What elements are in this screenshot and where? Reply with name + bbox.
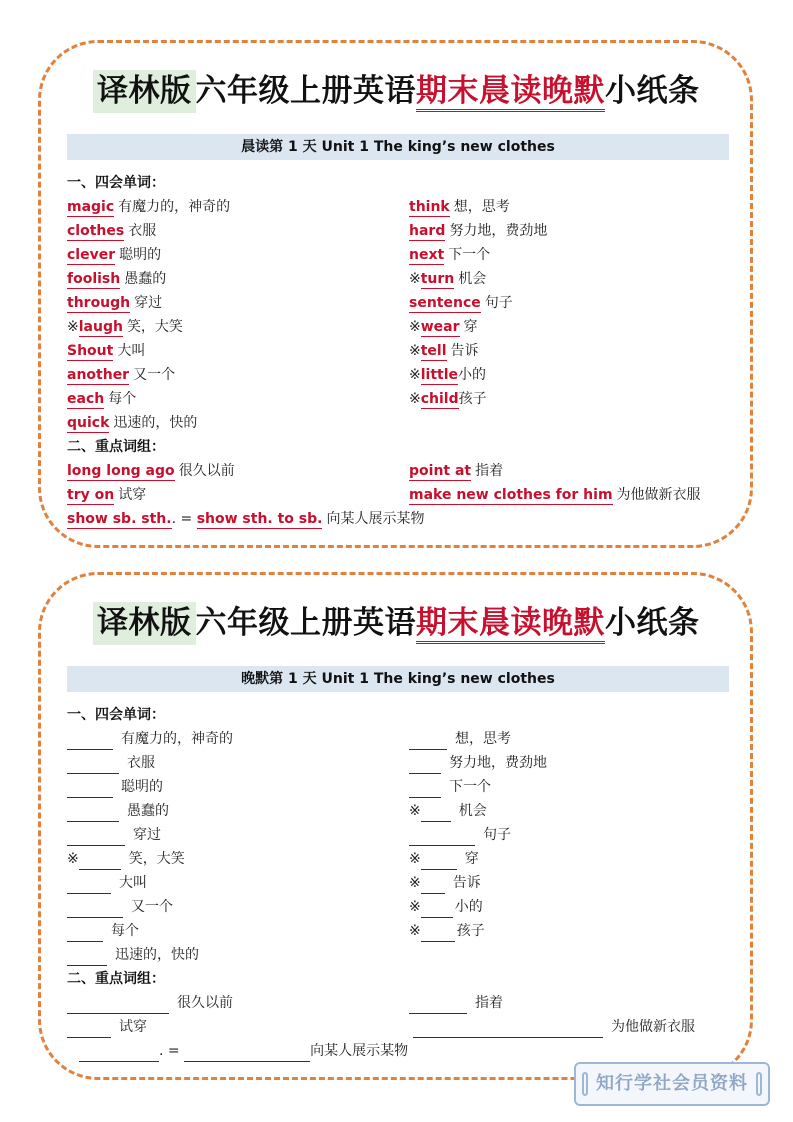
evening-card (38, 572, 753, 1080)
list-item: ※ 笑，大笑 (67, 848, 185, 870)
list-item: foolish 愚蠢的 (67, 271, 167, 287)
list-item: 迅速的，快的 (67, 944, 199, 966)
answer-blank[interactable] (67, 901, 123, 918)
answer-blank[interactable] (421, 901, 453, 918)
watermark-text: 知行学社会员资料 (596, 1073, 748, 1094)
list-item: hard 努力地，费劲地 (409, 223, 548, 239)
answer-blank[interactable] (421, 853, 457, 870)
title-highlight: 译林版 (93, 70, 196, 113)
answer-blank[interactable] (421, 877, 445, 894)
answer-blank[interactable] (67, 757, 119, 774)
phrase-item: 指着 (409, 992, 503, 1014)
list-item: Shout 大叫 (67, 343, 146, 359)
list-item: ※ 机会 (409, 800, 487, 822)
list-item: 有魔力的，神奇的 (67, 728, 233, 750)
answer-blank[interactable] (79, 1045, 159, 1062)
stamp-right-bracket (756, 1072, 762, 1096)
answer-blank[interactable] (67, 781, 113, 798)
list-item: 每个 (67, 920, 139, 942)
answer-blank[interactable] (67, 829, 125, 846)
stamp-left-bracket (582, 1072, 588, 1096)
list-item: 愚蠢的 (67, 800, 169, 822)
morning-banner: 晨读第 1 天 Unit 1 The king’s new clothes (67, 134, 729, 160)
morning-section2-heading: 二、重点词组： (67, 439, 165, 455)
title-part2: 小纸条 (605, 73, 700, 109)
list-item: 又一个 (67, 896, 173, 918)
answer-blank[interactable] (409, 757, 441, 774)
list-item: ※turn 机会 (409, 271, 487, 287)
list-item: ※ 穿 (409, 848, 479, 870)
list-item: 下一个 (409, 776, 491, 798)
list-item: 句子 (409, 824, 511, 846)
list-item: quick 迅速的，快的 (67, 415, 198, 431)
answer-blank[interactable] (409, 829, 475, 846)
title-part1: 六年级上册英语 (195, 73, 416, 109)
answer-blank[interactable] (421, 925, 455, 942)
phrase-item: 很久以前 (67, 992, 233, 1014)
phrase-item: try on 试穿 (67, 487, 147, 503)
answer-blank[interactable] (409, 781, 441, 798)
title-highlight: 译林版 (93, 602, 196, 645)
card-title (41, 575, 750, 675)
phrase-item: make new clothes for him 为他做新衣服 (409, 487, 701, 503)
list-item: magic 有魔力的，神奇的 (67, 199, 231, 215)
phrase-item: 试穿 (67, 1016, 147, 1038)
list-item: ※ 告诉 (409, 872, 481, 894)
watermark-stamp (574, 1062, 770, 1106)
list-item: 衣服 (67, 752, 155, 774)
evening-section1-heading: 一、四会单词： (67, 707, 165, 723)
title-red: 期末晨读晚默 (416, 73, 605, 112)
list-item: 想，思考 (409, 728, 511, 750)
answer-blank[interactable] (79, 853, 121, 870)
list-item: ※little小的 (409, 367, 487, 383)
list-item: 大叫 (67, 872, 147, 894)
phrase-item: show sb. sth.. = show sth. to sb. 向某人展示某物 (67, 511, 425, 527)
list-item: each 每个 (67, 391, 137, 407)
evening-section2-heading: 二、重点词组： (67, 971, 165, 987)
phrase-item: . = 向某人展示某物 (79, 1040, 408, 1062)
answer-blank[interactable] (67, 949, 107, 966)
list-item: ※ 孩子 (409, 920, 485, 942)
list-item: 穿过 (67, 824, 161, 846)
list-item: ※child孩子 (409, 391, 487, 407)
morning-section1-heading: 一、四会单词： (67, 175, 165, 191)
list-item: ※tell 告诉 (409, 343, 479, 359)
title-red: 期末晨读晚默 (416, 605, 605, 644)
list-item: clever 聪明的 (67, 247, 162, 263)
list-item: ※wear 穿 (409, 319, 478, 335)
answer-blank[interactable] (409, 733, 447, 750)
answer-blank[interactable] (421, 805, 451, 822)
phrase-item: long long ago 很久以前 (67, 463, 235, 479)
list-item: next 下一个 (409, 247, 491, 263)
list-item: ※ 小的 (409, 896, 483, 918)
card-title (41, 43, 750, 143)
answer-blank[interactable] (67, 877, 111, 894)
answer-blank[interactable] (67, 925, 103, 942)
phrase-item: point at 指着 (409, 463, 504, 479)
list-item: sentence 句子 (409, 295, 513, 311)
answer-blank[interactable] (67, 733, 113, 750)
phrase-item: 为他做新衣服 (413, 1016, 695, 1038)
list-item: 聪明的 (67, 776, 163, 798)
answer-blank[interactable] (67, 805, 119, 822)
list-item: think 想，思考 (409, 199, 510, 215)
list-item: clothes 衣服 (67, 223, 157, 239)
title-part1: 六年级上册英语 (195, 605, 416, 641)
evening-banner: 晚默第 1 天 Unit 1 The king’s new clothes (67, 666, 729, 692)
answer-blank[interactable] (409, 997, 467, 1014)
list-item: 努力地，费劲地 (409, 752, 547, 774)
list-item: ※laugh 笑，大笑 (67, 319, 183, 335)
answer-blank[interactable] (67, 1021, 111, 1038)
answer-blank[interactable] (67, 997, 169, 1014)
list-item: another 又一个 (67, 367, 176, 383)
morning-card (38, 40, 753, 548)
answer-blank[interactable] (413, 1021, 603, 1038)
title-part2: 小纸条 (605, 605, 700, 641)
list-item: through 穿过 (67, 295, 163, 311)
answer-blank[interactable] (184, 1045, 310, 1062)
